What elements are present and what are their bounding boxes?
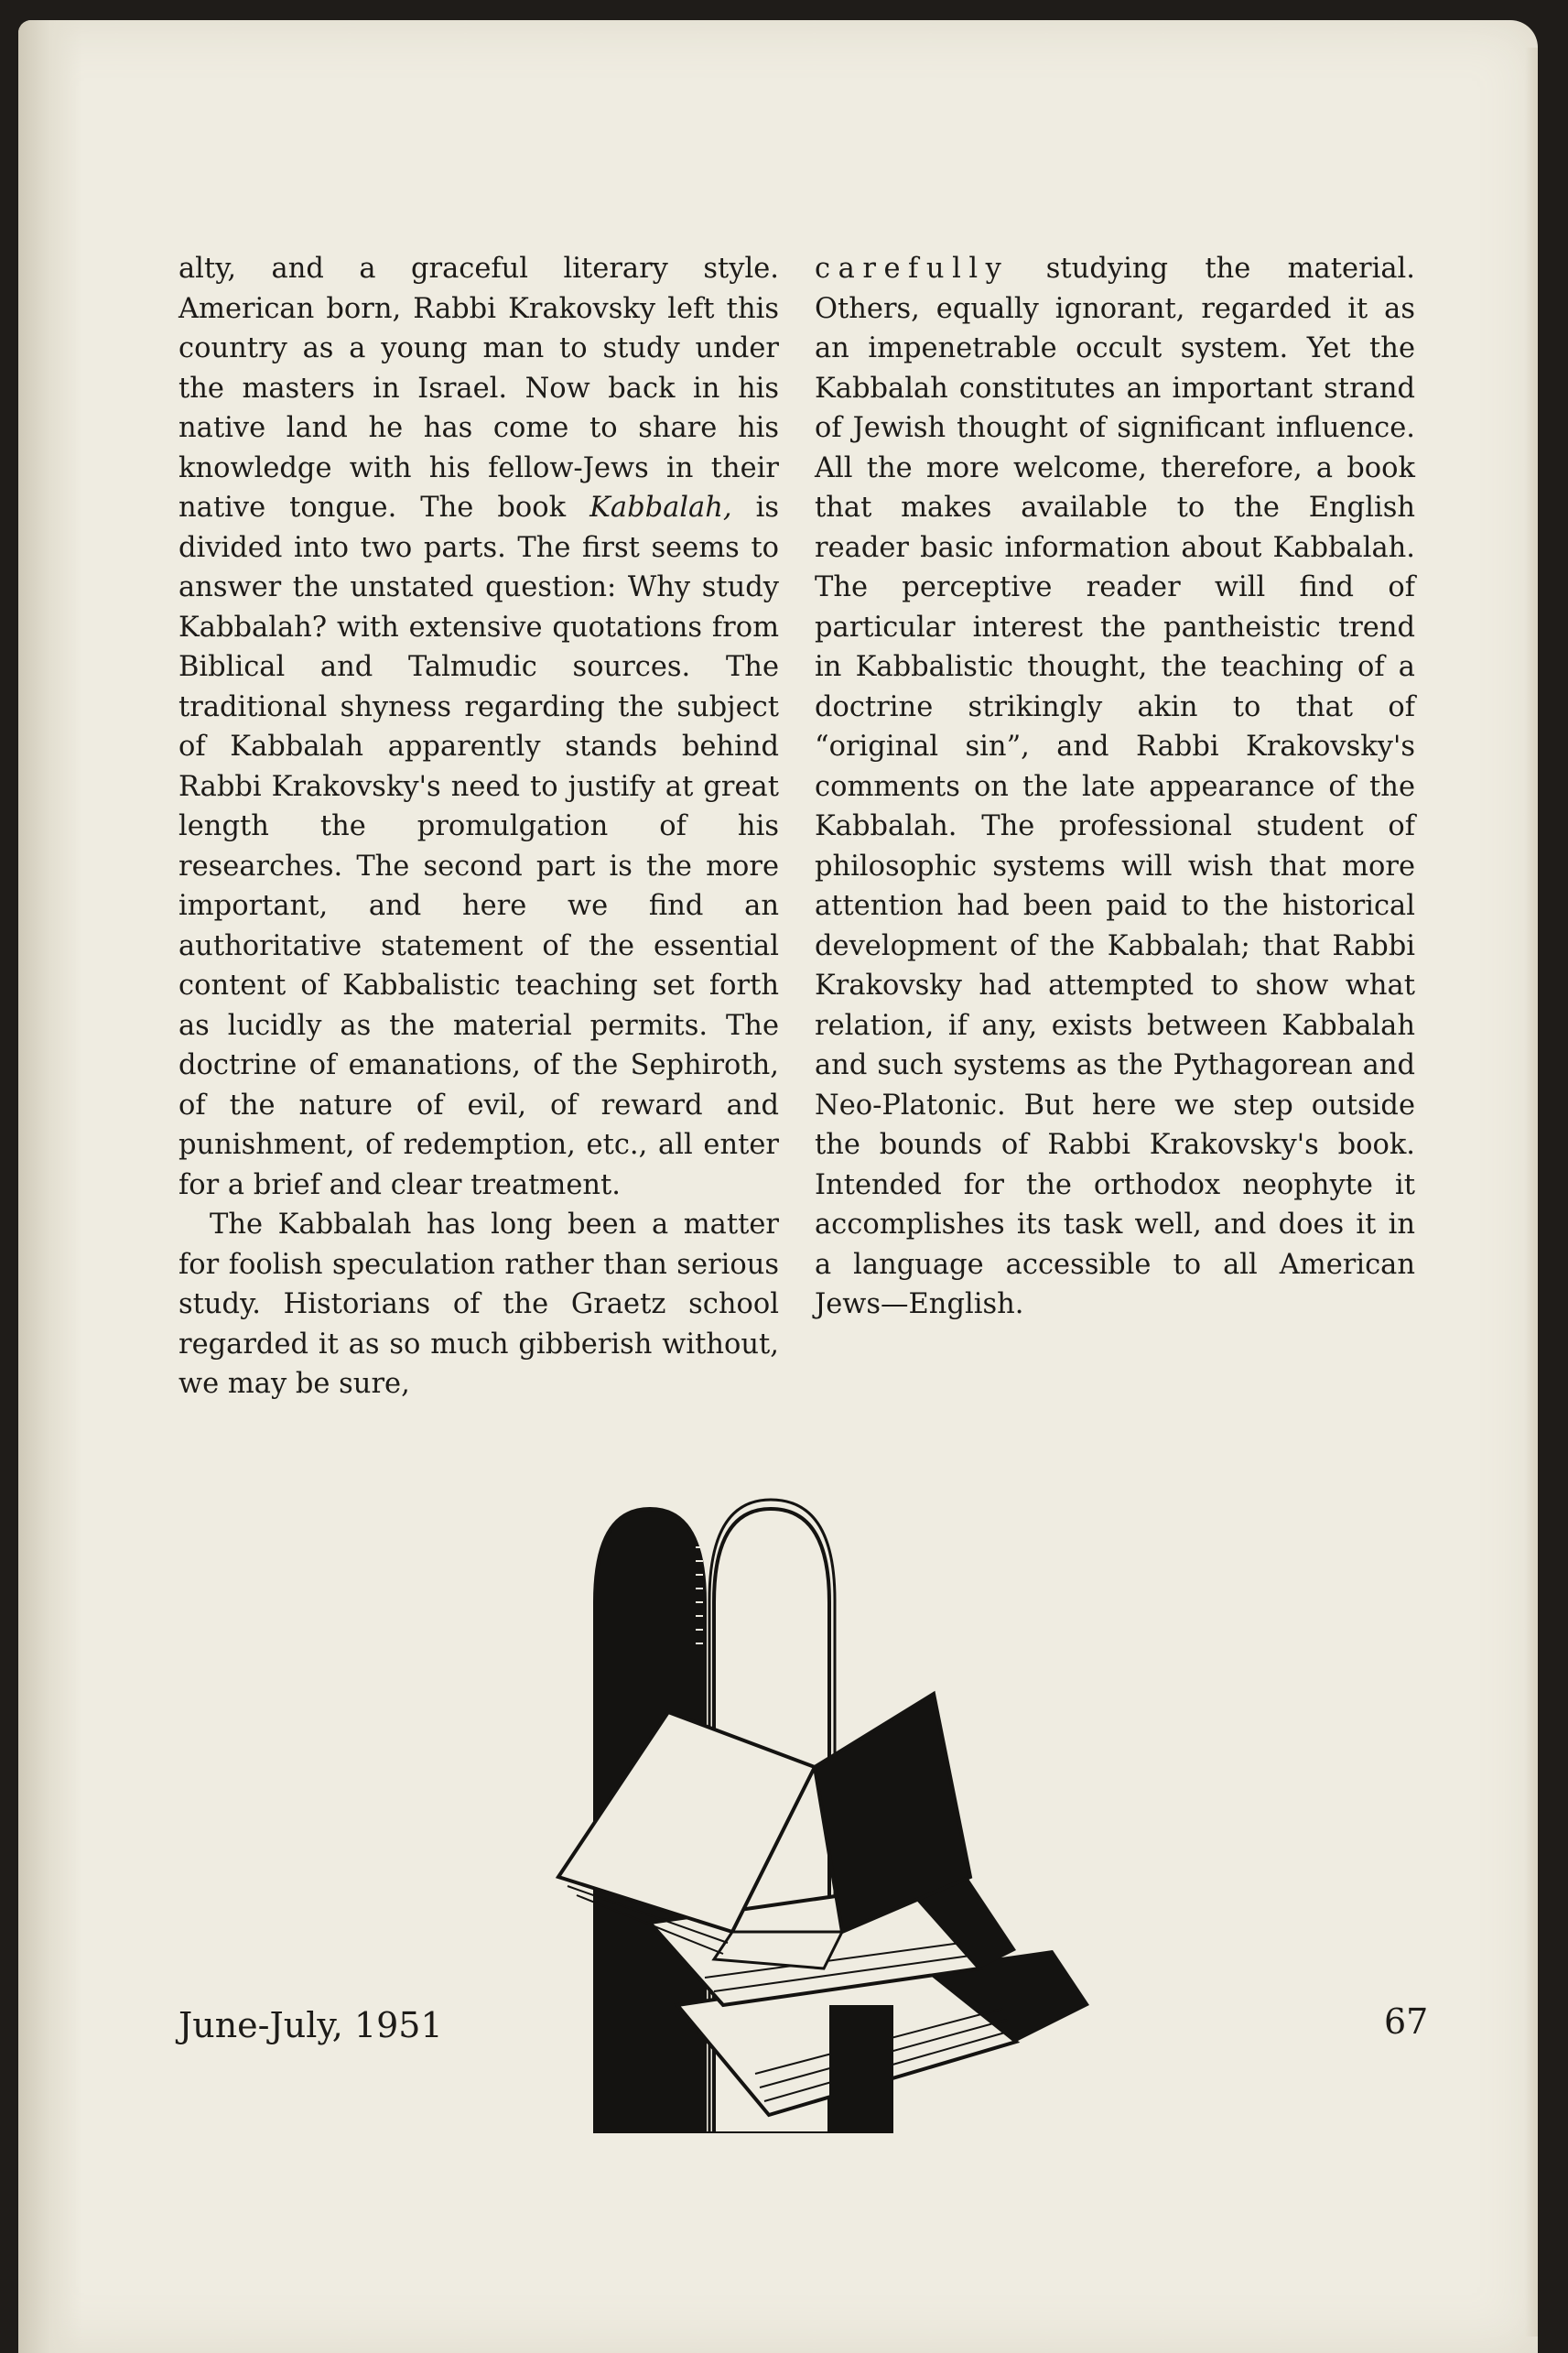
right-paragraph-1-text: studying the material. Others, equally ignorant, regarded it as an impenetrable occult system. Yet the Kabbalah constitutes an important strand of Jewish thought of significant influence. All the more welcome, therefore, a book that makes available to the English reader basic information about Kabbalah. The perceptive reader will find of particular interest the pantheistic trend in Kabbalistic thought, the teaching of a doctrine strikingly akin to that of “original sin”, and Rabbi Krakovsky's comments on the late appearance of the Kabbalah. The professional student of philosophic systems will wish that more attention had been paid to the historical development of the Kabbalah; that Rabbi Krakovsky had attempted to show what relation, if any, exists between Kabbalah and such systems as the Pythagorean and Neo-Platonic. But here we step outside the bounds of Rabbi Krakovsky's book. Intended for the orthodox neophyte it accomplishes its task well, and does it in a language accessible to all American Jews—English. (815, 253, 1415, 1320)
right-paragraph-lead: carefully (815, 253, 1010, 285)
left-paragraph-1-rest: is divided into two parts. The first seems to answer the unstated question: Why study Kabbalah? with extensive quotations from Biblical and Talmudic sources. The traditional shyness regarding the subject of Kabbalah apparently stands behind Rabbi Krakovsky's need to justify at great length the promulgation of his researches. The second part is the more important, and here we find an authoritative statement of the essential content of Kabbalistic teaching set forth as lucidly as the material permits. The doctrine of emanations, of the Sephiroth, of the nature of evil, of reward and punishment, of redemption, etc., all enter for a brief and clear treatment. (178, 492, 779, 1201)
left-paragraph-1-text: alty, and a graceful literary style. American born, Rabbi Krakovsky left this country as a young man to study under the masters in Israel. Now back in his native land he has come to share his knowledge with his fellow-Jews in their native tongue. The book (178, 253, 779, 524)
left-column (178, 249, 779, 1404)
binding-gutter (18, 20, 82, 2353)
tablets-and-books-illustration (540, 1492, 1126, 2133)
book-title: Kabbalah, (589, 492, 732, 524)
page-number: 67 (1384, 2001, 1429, 2042)
left-paragraph-1 (178, 249, 779, 1205)
right-column (815, 249, 1415, 1325)
right-paragraph-1 (815, 249, 1415, 1325)
left-paragraph-2: The Kabbalah has long been a matter for foolish speculation rather than serious study. Historians of the Graetz school regarded it as so much gibberish without, we may be sure, (178, 1209, 779, 1400)
page-edge-shadow (1525, 48, 1538, 2337)
issue-date: June-July, 1951 (178, 2005, 443, 2045)
base-block (829, 2005, 893, 2133)
